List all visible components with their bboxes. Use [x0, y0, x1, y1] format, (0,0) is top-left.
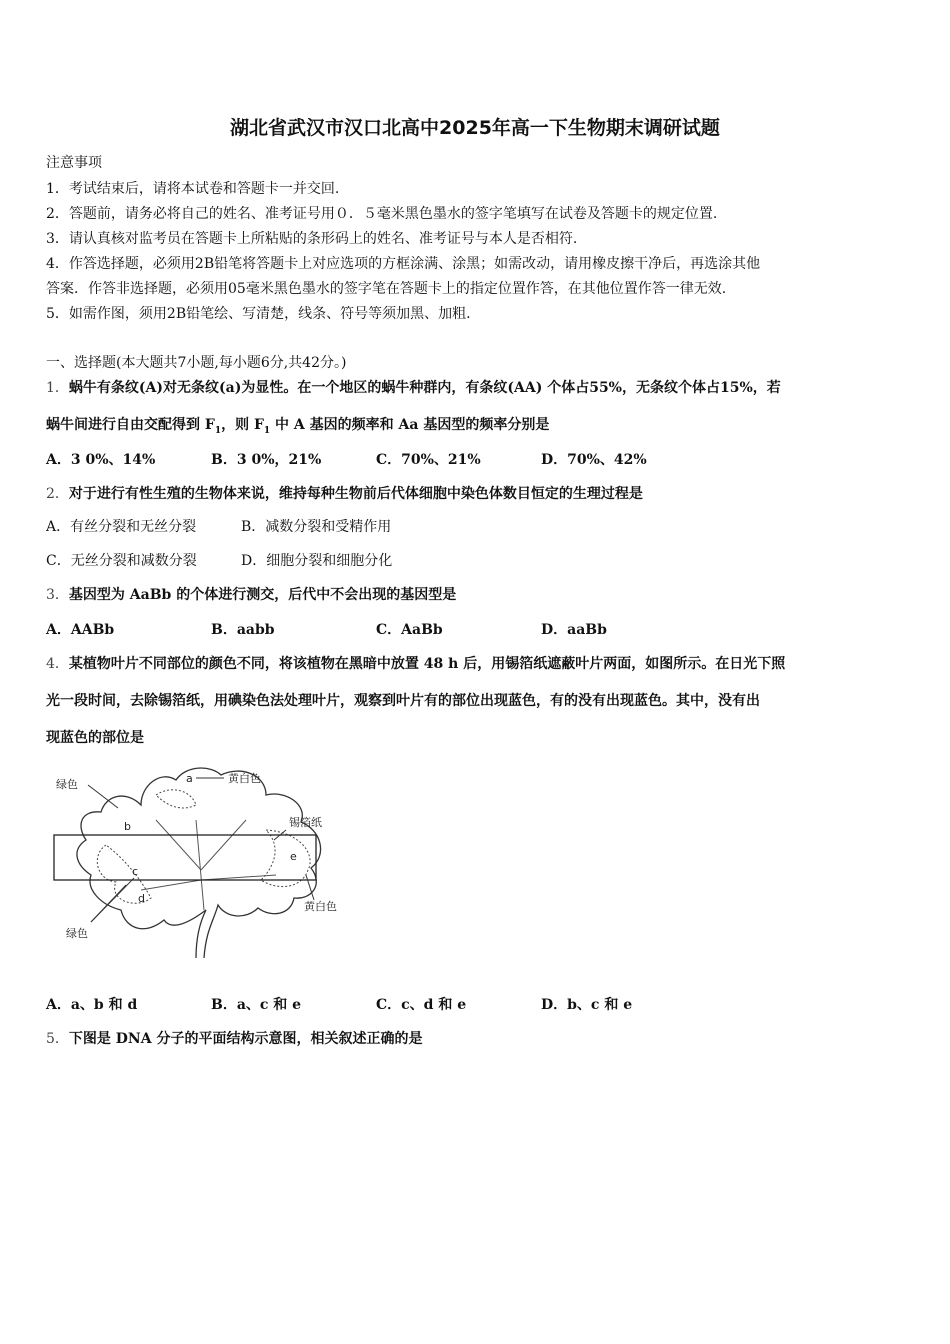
note-item: 4．作答选择题，必须用2B铅笔将答题卡上对应选项的方框涂满、涂黑；如需改动，请用橡皮擦干净后，再选涂其他 — [46, 256, 761, 272]
question-text: 蜗牛有条纹(A)对无条纹(a)为显性。在一个地区的蜗牛种群内，有条纹(AA) 个体占55%，无条纹个体占15%，若 — [68, 380, 781, 396]
q2-option-a: A．有丝分裂和无丝分裂 — [46, 519, 197, 535]
leaf-vein — [141, 820, 276, 910]
question-1-line2 — [46, 414, 549, 436]
question-1 — [46, 377, 781, 397]
q4-option-d: D．b、c 和 e — [541, 997, 633, 1013]
q1-sub-2: 1 — [263, 425, 271, 436]
q4-option-c: C．c、d 和 e — [376, 997, 467, 1013]
q1-option-b: B．3 0%，21% — [211, 452, 322, 468]
q1-text-a: 蜗牛间进行自由交配得到 F — [46, 417, 215, 433]
label-b: b — [124, 820, 131, 833]
q2-option-b: B．减数分裂和受精作用 — [241, 519, 392, 535]
label-d: d — [138, 892, 145, 905]
question-number: 3． — [46, 587, 69, 603]
q1-option-c: C．70%、21% — [376, 452, 481, 468]
question-4 — [46, 653, 785, 673]
question-number: 2． — [46, 486, 69, 502]
tin-foil-rect — [54, 835, 316, 880]
question-number: 1． — [46, 380, 69, 396]
page-title: 湖北省武汉市汉口北高中2025年高一下生物期末调研试题 — [230, 117, 720, 139]
question-text: 基因型为 AaBb 的个体进行测交，后代中不会出现的基因型是 — [68, 587, 457, 603]
yellow-white-region — [261, 830, 310, 887]
notes-heading: 注意事项 — [46, 155, 102, 171]
q4-option-b: B．a、c 和 e — [211, 997, 302, 1013]
question-3 — [46, 584, 456, 604]
question-text: 对于进行有性生殖的生物体来说，维持每种生物前后代体细胞中染色体数目恒定的生理过程是 — [68, 486, 643, 502]
yellow-white-region — [156, 790, 196, 808]
question-number: 5． — [46, 1031, 69, 1047]
note-item: 5．如需作图，须用2B铅笔绘、写清楚，线条、符号等须加黑、加粗. — [46, 306, 471, 322]
question-text: 某植物叶片不同部位的颜色不同，将该植物在黑暗中放置 48 h 后，用锡箔纸遮蔽叶片两面，如图所示。在日光下照 — [68, 656, 786, 672]
leader-line — [88, 785, 118, 808]
q3-option-c: C．AaBb — [376, 622, 443, 638]
label-yellow-white-top: 黄白色 — [228, 772, 261, 785]
leader-line — [91, 878, 134, 922]
label-c: c — [132, 865, 139, 878]
label-green-bottom: 绿色 — [66, 927, 88, 940]
question-2 — [46, 483, 643, 503]
q1-sub-1: 1 — [214, 425, 222, 436]
q3-option-d: D．aaBb — [541, 622, 607, 638]
label-yellow-white-bottom: 黄白色 — [304, 900, 337, 913]
q1-option-a: A．3 0%、14% — [46, 452, 156, 468]
q1-text-c: 中 A 基因的频率和 Aa 基因型的频率分别是 — [270, 417, 550, 433]
q1-text-b: ，则 F — [221, 417, 264, 433]
note-item: 3．请认真核对监考员在答题卡上所粘贴的条形码上的姓名、准考证号与本人是否相符. — [46, 231, 578, 247]
label-tin-foil: 锡箔纸 — [289, 816, 322, 829]
q2-option-d: D．细胞分裂和细胞分化 — [241, 553, 393, 569]
q4-option-a: A．a、b 和 d — [46, 997, 138, 1013]
question-number: 4． — [46, 656, 69, 672]
note-item: 2．答题前，请务必将自己的姓名、准考证号用０．５毫米黑色墨水的签字笔填写在试卷及答题卡的规定位置. — [46, 206, 718, 222]
q3-option-b: B．aabb — [211, 622, 275, 638]
label-e: e — [290, 850, 297, 863]
question-4-line2: 光一段时间，去除锡箔纸，用碘染色法处理叶片，观察到叶片有的部位出现蓝色，有的没有出现蓝色。其中，没有出 — [46, 693, 760, 709]
section-heading: 一、选择题(本大题共7小题,每小题6分,共42分。) — [46, 355, 347, 371]
question-5 — [46, 1028, 422, 1048]
question-4-line3: 现蓝色的部位是 — [46, 730, 144, 746]
note-item: 答案．作答非选择题，必须用05毫米黑色墨水的签字笔在答题卡上的指定位置作答，在其他位置作答一律无效. — [46, 281, 727, 297]
label-green-top: 绿色 — [56, 778, 78, 791]
note-item: 1．考试结束后，请将本试卷和答题卡一并交回. — [46, 181, 340, 197]
leaf-outline — [77, 768, 321, 958]
label-a: a — [186, 772, 193, 785]
q3-option-a: A．AABb — [46, 622, 115, 638]
q1-option-d: D．70%、42% — [541, 452, 647, 468]
q2-option-c: C．无丝分裂和减数分裂 — [46, 553, 197, 569]
leaf-figure — [46, 760, 366, 970]
question-text: 下图是 DNA 分子的平面结构示意图，相关叙述正确的是 — [68, 1031, 423, 1047]
